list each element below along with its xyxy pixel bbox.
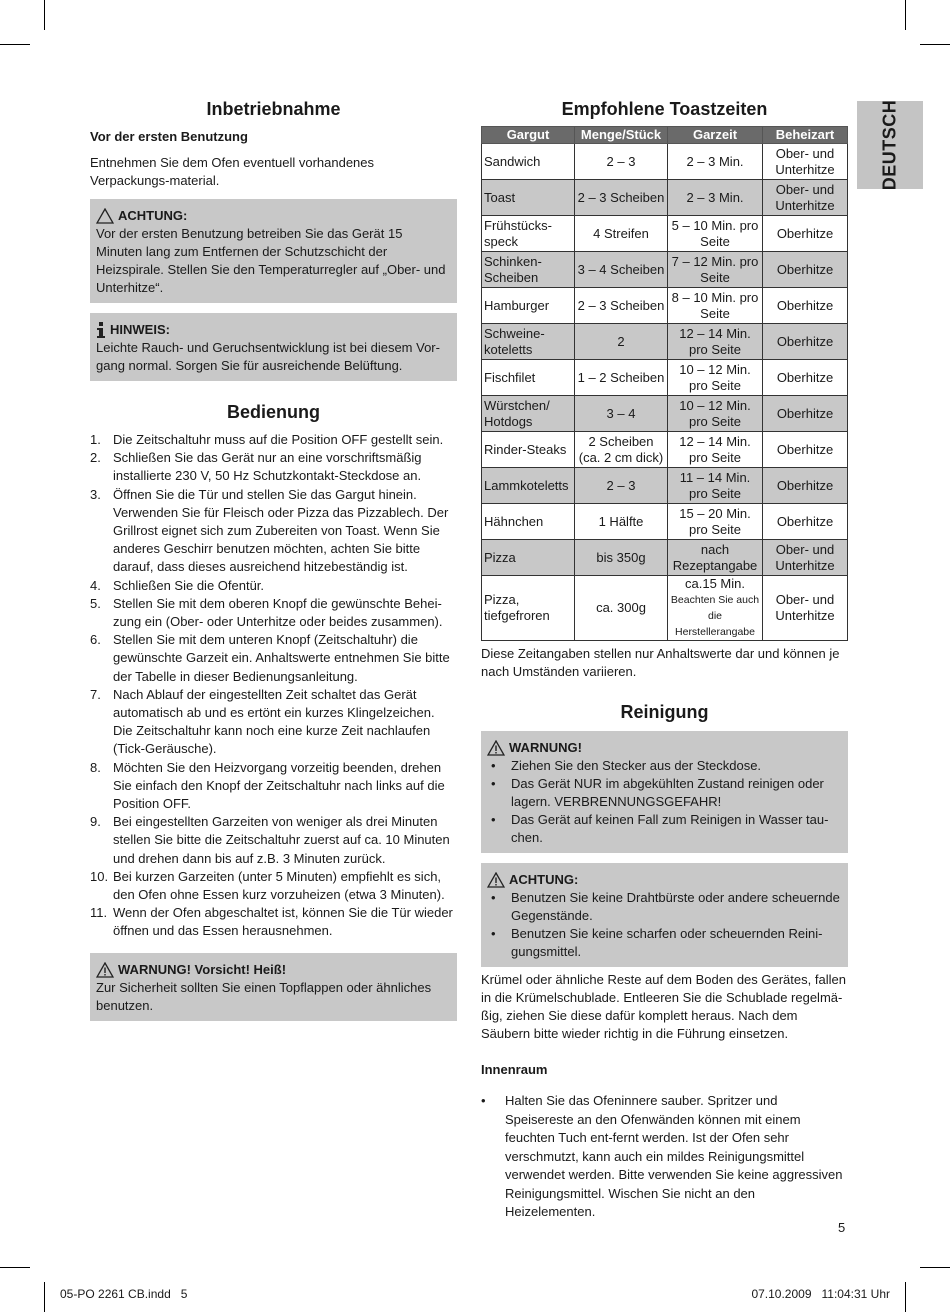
table-row: Rinder-Steaks 2 Scheiben (ca. 2 cm dick) 12 – 14 Min. pro Seite Oberhitze: [482, 432, 848, 468]
cleaning-warning-label: WARNUNG!: [509, 740, 582, 755]
column-header: Beheizart: [763, 127, 848, 144]
hot-warning-label: WARNUNG! Vorsicht! Heiß!: [118, 961, 287, 977]
table-row: Pizza bis 350g nach Rezeptangabe Ober- und Unterhitze: [482, 540, 848, 576]
table-row: Lammkoteletts 2 – 3 11 – 14 Min. pro Seite Oberhitze: [482, 468, 848, 504]
table-row: Schweine-koteletts 2 12 – 14 Min. pro Seite Oberhitze: [482, 324, 848, 360]
table-row: Hamburger 2 – 3 Scheiben 8 – 10 Min. pro Seite Oberhitze: [482, 288, 848, 324]
list-item: • Ziehen Sie den Stecker aus der Steckdose.: [491, 758, 762, 773]
list-item: 10. Bei kurzen Garzeiten (unter 5 Minuten) empfiehlt es sich, den Ofen ohne Essen kurz vorzuheizen (etwa 3 Minuten).: [90, 868, 445, 903]
list-item: 1. Die Zeitschaltuhr muss auf die Position OFF gestellt sein.: [90, 432, 444, 447]
operating-steps: [90, 431, 457, 941]
warning-triangle-icon: [487, 740, 505, 756]
list-item: • Das Gerät auf keinen Fall zum Reinigen in Wasser tau-chen.: [491, 812, 829, 845]
innenraum-subheading: Innenraum: [481, 1062, 548, 1077]
list-item: 4. Schließen Sie die Ofentür.: [90, 577, 265, 593]
hinweis-box: [90, 313, 457, 381]
achtung-label: ACHTUNG:: [118, 208, 188, 223]
crumb-tray-paragraph: Krümel oder ähnliche Reste auf dem Boden des Gerätes, fallen in die Krümelschublade. Entleeren Sie die Schublade regelmä-ßig, ziehen Sie diese dafür komplett heraus. Nach dem Säubern bitte wieder richtig in die Führung einsetzen.: [481, 972, 846, 1041]
table-row: Fischfilet 1 – 2 Scheiben 10 – 12 Min. pro Seite Oberhitze: [482, 360, 848, 396]
table-row: Pizza, tiefgefroren ca. 300g ca.15 Min. Beachten Sie auch die Herstellerangabe Ober- und Unterhitze: [482, 576, 848, 641]
warning-triangle-icon: [487, 872, 505, 888]
crop-mark: [905, 1282, 906, 1312]
warning-triangle-icon: [96, 208, 114, 224]
list-item: • Benutzen Sie keine scharfen oder scheuernden Reini-gungsmittel.: [491, 926, 823, 959]
table-header-row: [482, 127, 848, 144]
list-item: 7. Nach Ablauf der eingestellten Zeit schaltet das Gerät automatisch ab und es ertönt ein kurzes Klingelzeichen. Die Zeitschaltuhr kann noch eine kurze Zeit nachlaufen (Tick-Geräusche).: [90, 686, 435, 757]
list-item: 3. Öffnen Sie die Tür und stellen Sie das Gargut hinein. Verwenden Sie für Fleisch oder Pizza das Pizzablech. Der Grillrost eignet sich zum Zubereiten von Toast. Wenn Sie anderes Geschirr benutzen möchten, achten Sie bitte darauf, dass dieses ausreichend hitzebeständig ist.: [90, 486, 449, 575]
list-item: 5. Stellen Sie mit dem oberen Knopf die gewünschte Behei-zung ein (Ober- oder Unterhitze oder beides zusammen).: [90, 595, 443, 630]
table-row: Würstchen/ Hotdogs 3 – 4 10 – 12 Min. pro Seite Oberhitze: [482, 396, 848, 432]
crop-mark: [44, 1282, 45, 1312]
table-row: Hähnchen 1 Hälfte 15 – 20 Min. pro Seite Oberhitze: [482, 504, 848, 540]
hot-warning-box: [90, 953, 457, 1021]
first-use-subheading: Vor der ersten Benutzung: [90, 129, 248, 144]
hinweis-text: Leichte Rauch- und Geruchsentwicklung ist bei diesem Vor-gang normal. Sorgen Sie für ausreichende Belüftung.: [96, 340, 440, 373]
crop-mark: [0, 1267, 30, 1268]
footer-timestamp: 07.10.2009 11:04:31 Uhr: [751, 1287, 890, 1301]
cleaning-achtung-list: [487, 889, 842, 961]
list-item: • Das Gerät NUR im abgekühlten Zustand reinigen oder lagern. VERBRENNUNGSGEFAHR!: [491, 776, 824, 809]
achtung-box: [90, 199, 457, 303]
crop-mark: [44, 0, 45, 30]
table-note: Diese Zeitangaben stellen nur Anhaltswerte dar und können je nach Umständen variieren.: [481, 646, 840, 679]
unpack-paragraph: Entnehmen Sie dem Ofen eventuell vorhandenes Verpackungs-material.: [90, 155, 375, 188]
hinweis-label: HINWEIS:: [110, 322, 170, 337]
list-item: 9. Bei eingestellten Garzeiten von weniger als drei Minuten stellen Sie bitte die Zeitschaltuhr zuerst auf ca. 10 Minuten und drehen dann bis auf z.B. 3 Minuten zurück.: [90, 814, 450, 866]
cleaning-achtung-box: [481, 863, 848, 967]
table-row: Toast 2 – 3 Scheiben 2 – 3 Min. Ober- und Unterhitze: [482, 180, 848, 216]
footer-filename: 05-PO 2261 CB.indd 5: [60, 1287, 188, 1301]
info-icon: [96, 322, 106, 339]
crop-mark: [0, 44, 30, 45]
table-row: Frühstücks-speck 4 Streifen 5 – 10 Min. pro Seite Oberhitze: [482, 216, 848, 252]
table-row: Schinken-Scheiben 3 – 4 Scheiben 7 – 12 Min. pro Seite Oberhitze: [482, 252, 848, 288]
crop-mark: [920, 1267, 950, 1268]
language-tab: [857, 101, 923, 189]
reinigung-heading: Reinigung: [620, 702, 709, 722]
column-header: Gargut: [482, 127, 575, 144]
list-item: 2. Schließen Sie das Gerät nur an eine vorschriftsmäßig installierte 230 V, 50 Hz Schutzkontakt-Steckdose an.: [90, 450, 422, 484]
cleaning-warning-box: [481, 731, 848, 853]
bedienung-heading: Bedienung: [227, 402, 320, 422]
table-row: Sandwich 2 – 3 2 – 3 Min. Ober- und Unterhitze: [482, 144, 848, 180]
list-item: • Halten Sie das Ofeninnere sauber. Spritzer und Speisereste an den Ofenwänden können mit einem feuchten Tuch ent-fernt werden. Ist der Ofen sehr verschmutzt, kann auch ein mildes Reinigungsmittel verwendet werden. Bitte verwenden Sie keine aggressiven Reinigungsmittel. Wischen Sie nicht an den Heizelementen.: [481, 1093, 843, 1219]
column-header: Menge/Stück: [575, 127, 668, 144]
innenraum-list: [481, 1092, 848, 1222]
toastzeiten-heading: Empfohlene Toastzeiten: [561, 99, 768, 119]
list-item: • Benutzen Sie keine Drahtbürste oder andere scheuernde Gegenstände.: [491, 890, 840, 923]
inbetriebnahme-heading: Inbetriebnahme: [206, 99, 341, 119]
list-item: 11. Wenn der Ofen abgeschaltet ist, können Sie die Tür wieder öffnen und das Essen herausnehmen.: [90, 905, 453, 939]
crop-mark: [905, 0, 906, 30]
toast-times-table: [481, 126, 848, 641]
language-tab-label: DEUTSCH: [879, 99, 900, 191]
crop-mark: [920, 44, 950, 45]
right-column: [481, 98, 848, 1222]
hot-warning-text: Zur Sicherheit sollten Sie einen Topflappen oder ähnliches benutzen.: [96, 979, 432, 1013]
page-number: 5: [838, 1220, 846, 1235]
achtung-text: Vor der ersten Benutzung betreiben Sie das Gerät 15 Minuten lang zum Entfernen der Schutzschicht der Heizspirale. Stellen Sie den Temperaturregler auf „Ober- und Unterhitze“.: [96, 226, 446, 295]
cleaning-achtung-label: ACHTUNG:: [509, 872, 579, 887]
warning-triangle-icon: [96, 962, 114, 978]
column-header: Garzeit: [668, 127, 763, 144]
list-item: 8. Möchten Sie den Heizvorgang vorzeitig beenden, drehen Sie einfach den Knopf der Zeitschaltuhr nach links auf die Position OFF.: [90, 759, 445, 812]
left-column: [90, 98, 457, 1031]
cleaning-warning-list: [487, 757, 842, 847]
list-item: 6. Stellen Sie mit dem unteren Knopf (Zeitschaltuhr) die gewünschte Garzeit ein. Anhaltswerte entnehmen Sie bitte der Tabelle in dieser Bedienungsanleitung.: [90, 632, 450, 684]
